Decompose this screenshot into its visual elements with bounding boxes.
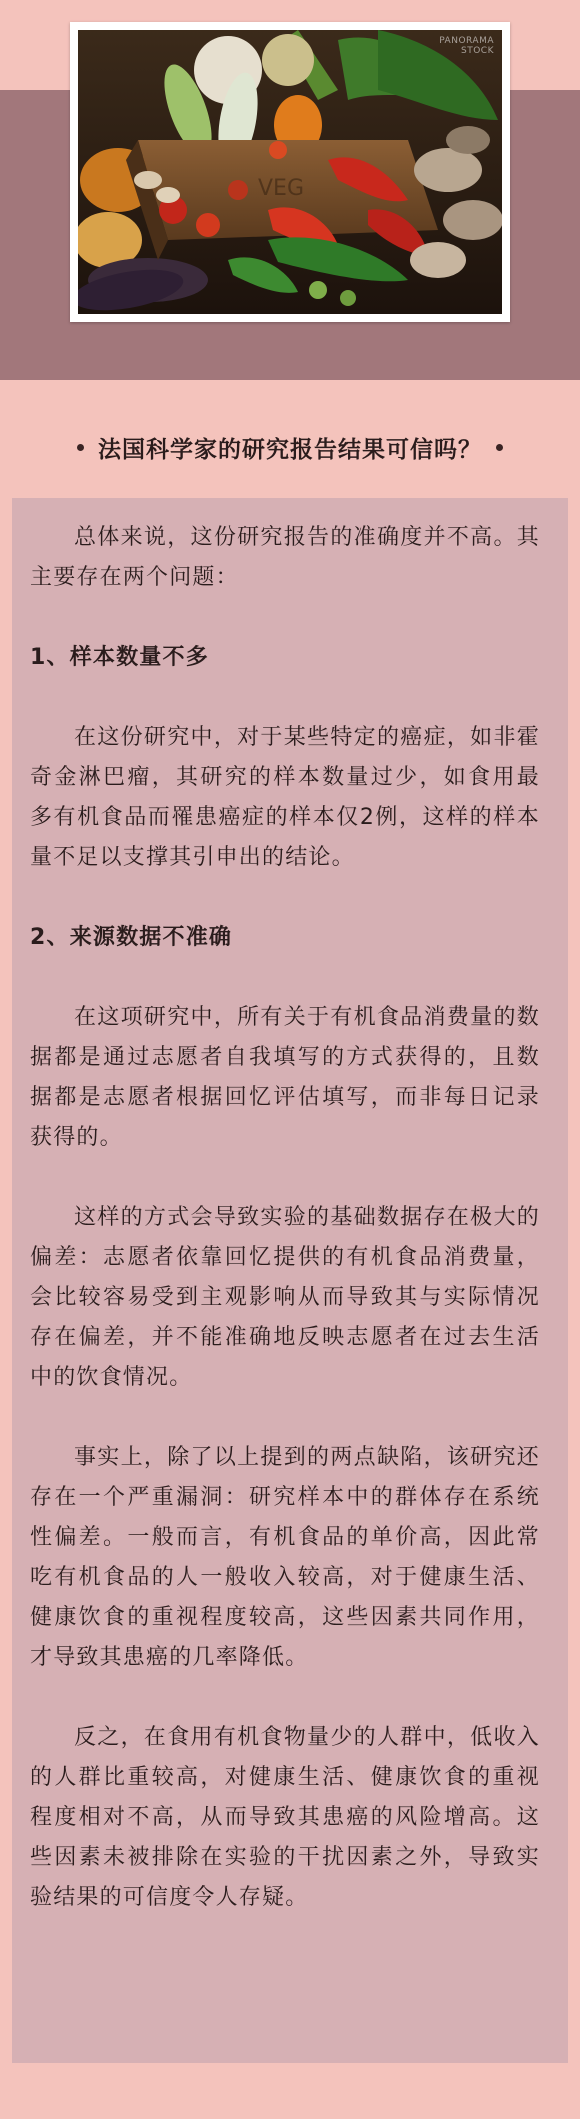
intro-paragraph: 总体来说，这份研究报告的准确度并不高。其主要存在两个问题： [30,525,540,590]
section1-heading: 1、样本数量不多 [30,645,209,670]
section-heading [0,425,580,469]
svg-text:VEG: VEG [258,176,304,201]
heading-title: 法国科学家的研究报告结果可信吗？ [98,436,482,463]
watermark: PANORAMA STOCK [439,36,494,56]
bullet-dot-right [496,444,503,451]
vegetable-crate-illustration [78,30,502,314]
flaw-paragraph: 事实上，除了以上提到的两点缺陷，该研究还存在一个严重漏洞：研究样本中的群体存在系统性偏差。一般而言，有机食品的单价高，因此常吃有机食品的人一般收入较高，对于健康生活、健康饮食的重视程度较高，这些因素共同作用，才导致其患癌的几率降低。 [30,1445,540,1670]
bullet-dot-left [77,444,84,451]
section2-heading: 2、来源数据不准确 [30,925,233,950]
hero-photo-frame [70,22,510,322]
conclusion-paragraph: 反之，在食用有机食物量少的人群中，低收入的人群比重较高，对健康生活、健康饮食的重视程度相对不高，从而导致其患癌的风险增高。这些因素未被排除在实验的干扰因素之外，导致实验结果的可信度令人存疑。 [30,1725,540,1910]
section2-paragraph: 在这项研究中，所有关于有机食品消费量的数据都是通过志愿者自我填写的方式获得的，且数据都是志愿者根据回忆评估填写，而非每日记录获得的。 [30,1005,540,1150]
section1-paragraph: 在这份研究中，对于某些特定的癌症，如非霍奇金淋巴瘤，其研究的样本数量过少，如食用最多有机食品而罹患癌症的样本仅2例，这样的样本量不足以支撑其引申出的结论。 [30,725,540,870]
bias-paragraph: 这样的方式会导致实验的基础数据存在极大的偏差：志愿者依靠回忆提供的有机食品消费量，会比较容易受到主观影响从而导致其与实际情况存在偏差，并不能准确地反映志愿者在过去生活中的饮食情况。 [30,1205,540,1390]
article-body [30,518,540,1918]
hero-photo [78,30,502,314]
